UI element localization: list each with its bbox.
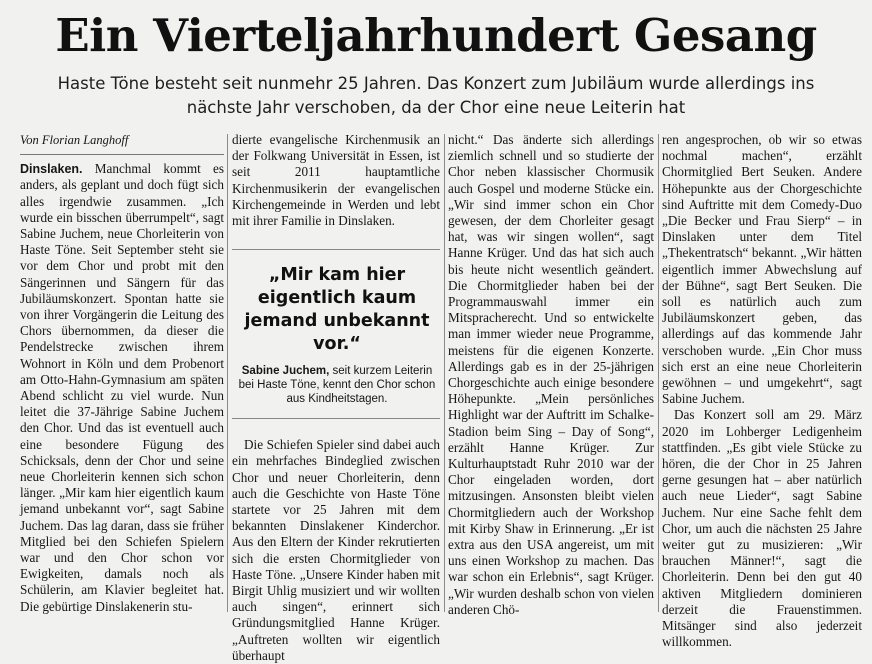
headline: Ein Vierteljahrhundert Gesang: [55, 9, 817, 62]
paragraph: nicht.“ Das änderte sich allerdings ziemlich schnell und so studierte der Chor neben klassischer Chormusik auch Gospel und moderne Stücke ein. „Wir sind immer schon ein Chor gewesen, der dem Chorleiter gesagt hat, was wir singen wollen“, sagt Hanne Krüger. Und das hat sich auch bis heute nicht wesentlich geändert. Die Chormitglieder haben bei der Programmauswahl immer ein Mitspracherecht. Und so entwickelte man immer wieder neue Programme, meistens für die eigenen Konzerte. Allerdings gab es in der 25-jährigen Chorgeschichte auch einige besondere Höhepunkte. „Mein persönliches Highlight war der Auftritt im Schalke-Stadion beim Sing – Day of Song“, erzählt Hanne Krüger. Zur Kulturhauptstadt Ruhr 2010 war der Chor eingeladen worden, dort mitzusingen. Ansonsten bleibt vielen Chormitgliedern auch der Workshop mit Kirby Shaw in Erinnerung. „Er ist extra aus den USA angereist, um mit uns einen Workshop zu machen. Das war schon ein Erlebnis“, sagt Krüger. „Wir wurden deshalb schon von vielen anderen Chö-: [448, 132, 654, 617]
pull-quote-name: Sabine Juchem,: [241, 365, 330, 378]
dateline: Dinslaken.: [20, 162, 83, 177]
pull-quote-attribution: [238, 364, 436, 406]
paragraph: dierte evangelische Kirchenmusik an der Folkwang Universität in Essen, ist seit 2011 hauptamtliche Kirchenmusikerin der evangelischen Kirchengemeinde in Werden und lebt mit ihrer Familie in Dinslaken.: [232, 132, 440, 229]
article-column-1: [20, 132, 224, 616]
column-divider: [658, 134, 659, 612]
pull-quote-text: „Mir kam hier eigentlich kaum jemand unbekannt vor.“: [244, 265, 430, 355]
paragraph: Die Schiefen Spieler sind dabei auch ein mehrfaches Bindeglied zwischen Chor und neuer Chorleiterin, denn auch die Geschichte von Haste Töne startete vor 25 Jahren mit dem bekannten Dinslakener Kinderchor. Aus den Eltern der Kinder rekrutierten sich die ersten Chormitglieder von Haste Töne. „Unsere Kinder haben mit Birgit Uhlig musiziert und wir wollten auch singen“, erinnert sich Gründungsmitglied Hanne Krüger. „Auftreten wollten wir eigentlich überhaupt: [232, 437, 440, 663]
article-column-3: [448, 132, 654, 616]
article-column-4: [662, 132, 862, 650]
pull-quote: [232, 249, 440, 419]
column-divider: [444, 134, 445, 612]
paragraph: ren angesprochen, ob wir so etwas nochmal machen“, erzählt Chormitglied Bert Seuken. Andere Höhepunkte aus der Chorgeschichte sind Auftritte mit dem Comedy-Duo „Die Becker und Frau Sierp“ – in Dinslaken unter dem Titel „Thekentratsch“ bekannt. „Wir hätten eigentlich immer Abwechslung auf der Bühne“, sagt Bert Seuken. Die soll es natürlich auch zum Jubiläumskonzert geben, das allerdings auf das kommende Jahr verschoben wurde. „Ein Chor muss sich erst an eine neue Chorleiterin gewöhnen – und umgekehrt“, sagt Sabine Juchem.: [662, 132, 862, 407]
subheadline: Haste Töne besteht seit nunmehr 25 Jahren. Das Konzert zum Jubiläum wurde allerdings ins nächste Jahr verschoben, da der Chor eine neue Leiterin hat: [57, 74, 815, 117]
byline: Von Florian Langhoff: [20, 132, 224, 155]
pull-quote-description: seit kurzem Leiterin bei Haste Töne, kennt den Chor schon aus Kindheitstagen.: [238, 365, 436, 406]
column-divider: [227, 134, 228, 612]
paragraph-text: Manchmal kommt es anders, als geplant und doch fügt sich alles irgendwie zusammen. „Ich wurde ein bisschen überrumpelt“, sagt Sabine Juchem, neue Chorleiterin von Haste Töne. Seit September steht sie vor dem Chor und probt mit den Sängerinnen und Sängern für das Jubiläumskonzert. Spontan hatte sie von ihrer Vorgängerin die Leitung des Chors übernommen, da dieser die Pendelstrecke zwischen ihrem Wohnort in Köln und dem Probenort am Otto-Hahn-Gymnasium am späten Abend schlicht zu viel wurde. Nun leitet die 37-Jährige Sabine Juchem den Chor. Und das ist eventuell auch eine besondere Fügung des Schicksals, denn der Chor und seine neue Chorleiterin kennen sich schon länger. „Mir kam hier eigentlich kaum jemand unbekannt vor“, sagt Sabine Juchem. Das lag daran, dass sie früher Mitglied bei den Schiefen Spielern war und den Chor schon vor Ewigkeiten, damals noch als Schülerin, am Klavier begleitet hat. Die gebürtige Dinslakenerin stu-: [20, 161, 224, 614]
article-column-2: [232, 132, 440, 663]
paragraph: Das Konzert soll am 29. März 2020 im Lohberger Ledigenheim stattfinden. „Es gibt viele Stücke zu hören, die der Chor in 25 Jahren gerne gesungen hat – aber natürlich auch neue Lieder“, sagt Sabine Juchem. Nur eine Sache fehlt dem Chor, um auch die nächsten 25 Jahre weiter gut zu musizieren: „Wir brauchen Männer!“, sagt die Chorleiterin. Denn bei den gut 40 aktiven Mitgliedern dominieren derzeit die Frauenstimmen. Mitsänger sind also jederzeit willkommen.: [662, 407, 862, 650]
paragraph: [20, 161, 224, 615]
